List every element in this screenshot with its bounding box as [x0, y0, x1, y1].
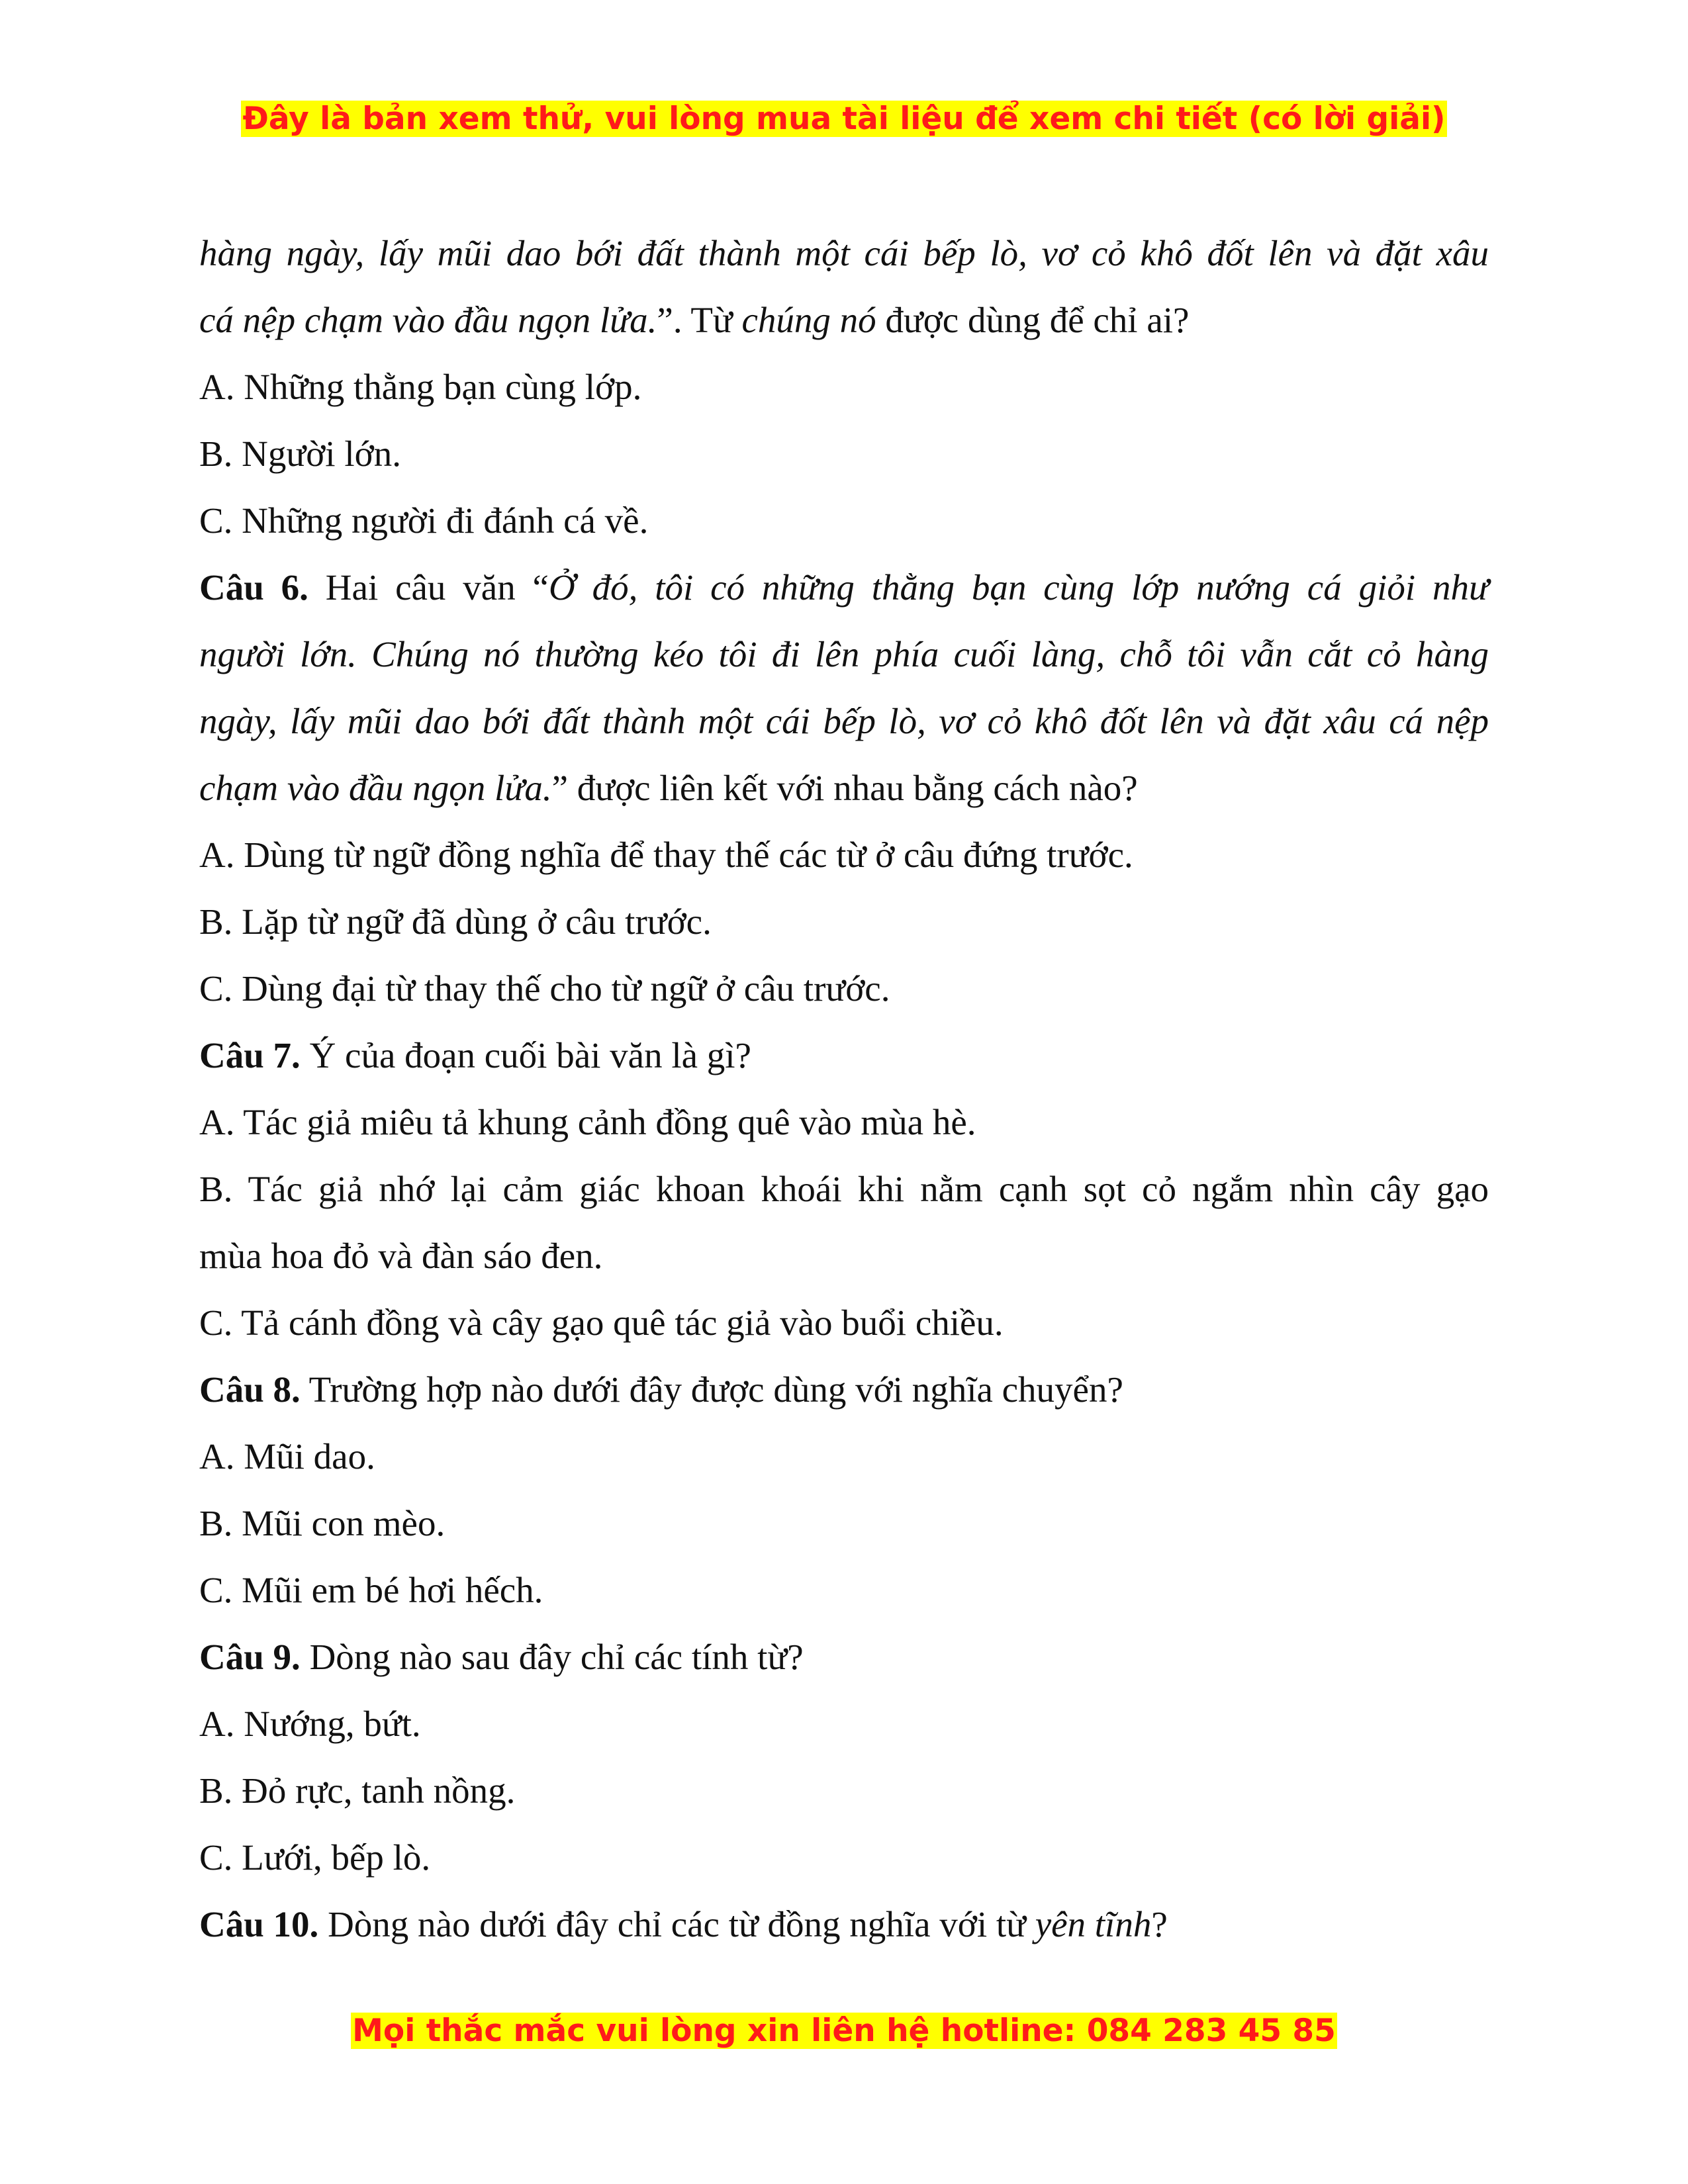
q6-option-c: C. Dùng đại từ thay thế cho từ ngữ ở câu trước.: [199, 968, 890, 1009]
q5-option-c: C. Những người đi đánh cá về.: [199, 500, 649, 541]
q9-question: Câu 9. Dòng nào sau đây chỉ các tính từ?: [199, 1637, 804, 1677]
q7-option-a: A. Tác giả miêu tả khung cảnh đồng quê vào mùa hè.: [199, 1102, 976, 1142]
q7-option-b-line-2: mùa hoa đỏ và đàn sáo đen.: [199, 1236, 603, 1276]
q8-option-c: C. Mũi em bé hơi hếch.: [199, 1570, 543, 1610]
q8-option-b: B. Mũi con mèo.: [199, 1503, 445, 1543]
q5-option-a: A. Những thằng bạn cùng lớp.: [199, 367, 642, 407]
q8-option-a: A. Mũi dao.: [199, 1436, 375, 1477]
q9-option-a: A. Nướng, bứt.: [199, 1704, 421, 1744]
q5-option-b: B. Người lớn.: [199, 433, 401, 474]
q7-option-b-line-1: B. Tác giả nhớ lại cảm giác khoan khoái khi nằm cạnh sọt cỏ ngắm nhìn cây gạo: [199, 1169, 1489, 1209]
q7-option-c: C. Tả cánh đồng và cây gạo quê tác giả vào buổi chiều.: [199, 1302, 1004, 1343]
hotline-banner: Mọi thắc mắc vui lòng xin liên hệ hotline: 084 283 45 85: [352, 2013, 1336, 2049]
q9-option-b: B. Đỏ rực, tanh nồng.: [199, 1770, 516, 1811]
q9-option-c: C. Lưới, bếp lò.: [199, 1837, 431, 1878]
preview-notice-banner: Đây là bản xem thử, vui lòng mua tài liệu để xem chi tiết (có lời giải): [242, 101, 1446, 137]
document-body: [199, 220, 1489, 1958]
q6-option-b: B. Lặp từ ngữ đã dùng ở câu trước.: [199, 901, 712, 942]
q5-line-1: hàng ngày, lấy mũi dao bới đất thành một cái bếp lò, vơ cỏ khô đốt lên và đặt xâu: [199, 233, 1489, 273]
q6-question-line-4: chạm vào đầu ngọn lửa.” được liên kết với nhau bằng cách nào?: [199, 768, 1138, 808]
q6-option-a: A. Dùng từ ngữ đồng nghĩa để thay thế các từ ở câu đứng trước.: [199, 835, 1133, 875]
q7-question: Câu 7. Ý của đoạn cuối bài văn là gì?: [199, 1035, 751, 1075]
q8-question: Câu 8. Trường hợp nào dưới đây được dùng với nghĩa chuyển?: [199, 1369, 1123, 1410]
q6-question-line-2: người lớn. Chúng nó thường kéo tôi đi lên phía cuối làng, chỗ tôi vẫn cắt cỏ hàng: [199, 634, 1489, 674]
q6-question-line-1: Câu 6. Hai câu văn “Ở đó, tôi có những thằng bạn cùng lớp nướng cá giỏi như: [199, 567, 1489, 608]
q5-line-2: cá nệp chạm vào đầu ngọn lửa.”. Từ chúng nó được dùng để chỉ ai?: [199, 300, 1190, 340]
q10-question: Câu 10. Dòng nào dưới đây chỉ các từ đồng nghĩa với từ yên tĩnh?: [199, 1904, 1168, 1944]
q6-question-line-3: ngày, lấy mũi dao bới đất thành một cái bếp lò, vơ cỏ khô đốt lên và đặt xâu cá nệp: [199, 701, 1489, 741]
